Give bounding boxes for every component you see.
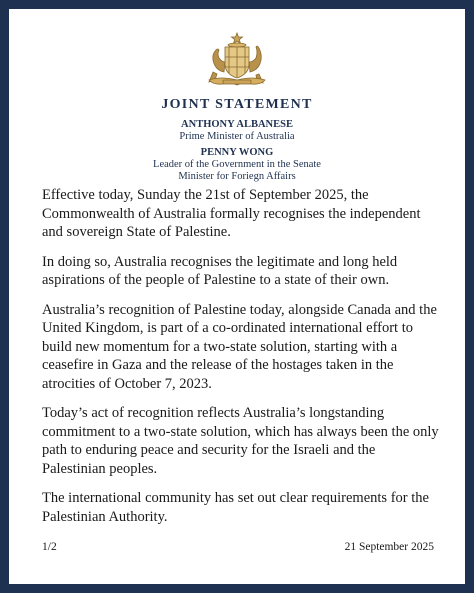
signatory-role: Prime Minister of Australia <box>179 131 295 142</box>
statement-body <box>42 186 442 537</box>
page-number: 1/2 <box>42 541 57 553</box>
statement-page <box>9 9 465 584</box>
statement-header <box>9 96 465 183</box>
statement-paragraph: Today’s act of recognition reflects Australia’s longstanding commitment to a two-state solution, which has always been the only path to enduring peace and security for the Israeli and the Palestinian peoples. <box>42 405 439 477</box>
statement-date: 21 September 2025 <box>344 541 434 553</box>
statement-paragraph: The international community has set out clear requirements for the Palestinian Authority. <box>42 490 429 525</box>
signatory-role: Minister for Foriegn Affairs <box>178 171 296 182</box>
australian-coat-of-arms-icon <box>201 32 273 86</box>
statement-paragraph: Australia’s recognition of Palestine today, alongside Canada and the United Kingdom, is part of a co-ordinated international effort to build new momentum for a two-state solution, starting with a ceasefire in Gaza and the release of the hostages taken in the atrocities of October 7, 2023. <box>42 301 437 392</box>
statement-paragraph: In doing so, Australia recognises the legitimate and long held aspirations of the people of Palestine to a state of their own. <box>42 253 398 288</box>
signatory-role: Leader of the Government in the Senate <box>153 159 321 170</box>
signatory-name: ANTHONY ALBANESE <box>181 119 293 130</box>
statement-title: JOINT STATEMENT <box>161 97 313 112</box>
signatory-name: PENNY WONG <box>200 147 274 158</box>
statement-paragraph: Effective today, Sunday the 21st of September 2025, the Commonwealth of Australia formally recognises the independent and sovereign State of Palestine. <box>42 187 421 240</box>
